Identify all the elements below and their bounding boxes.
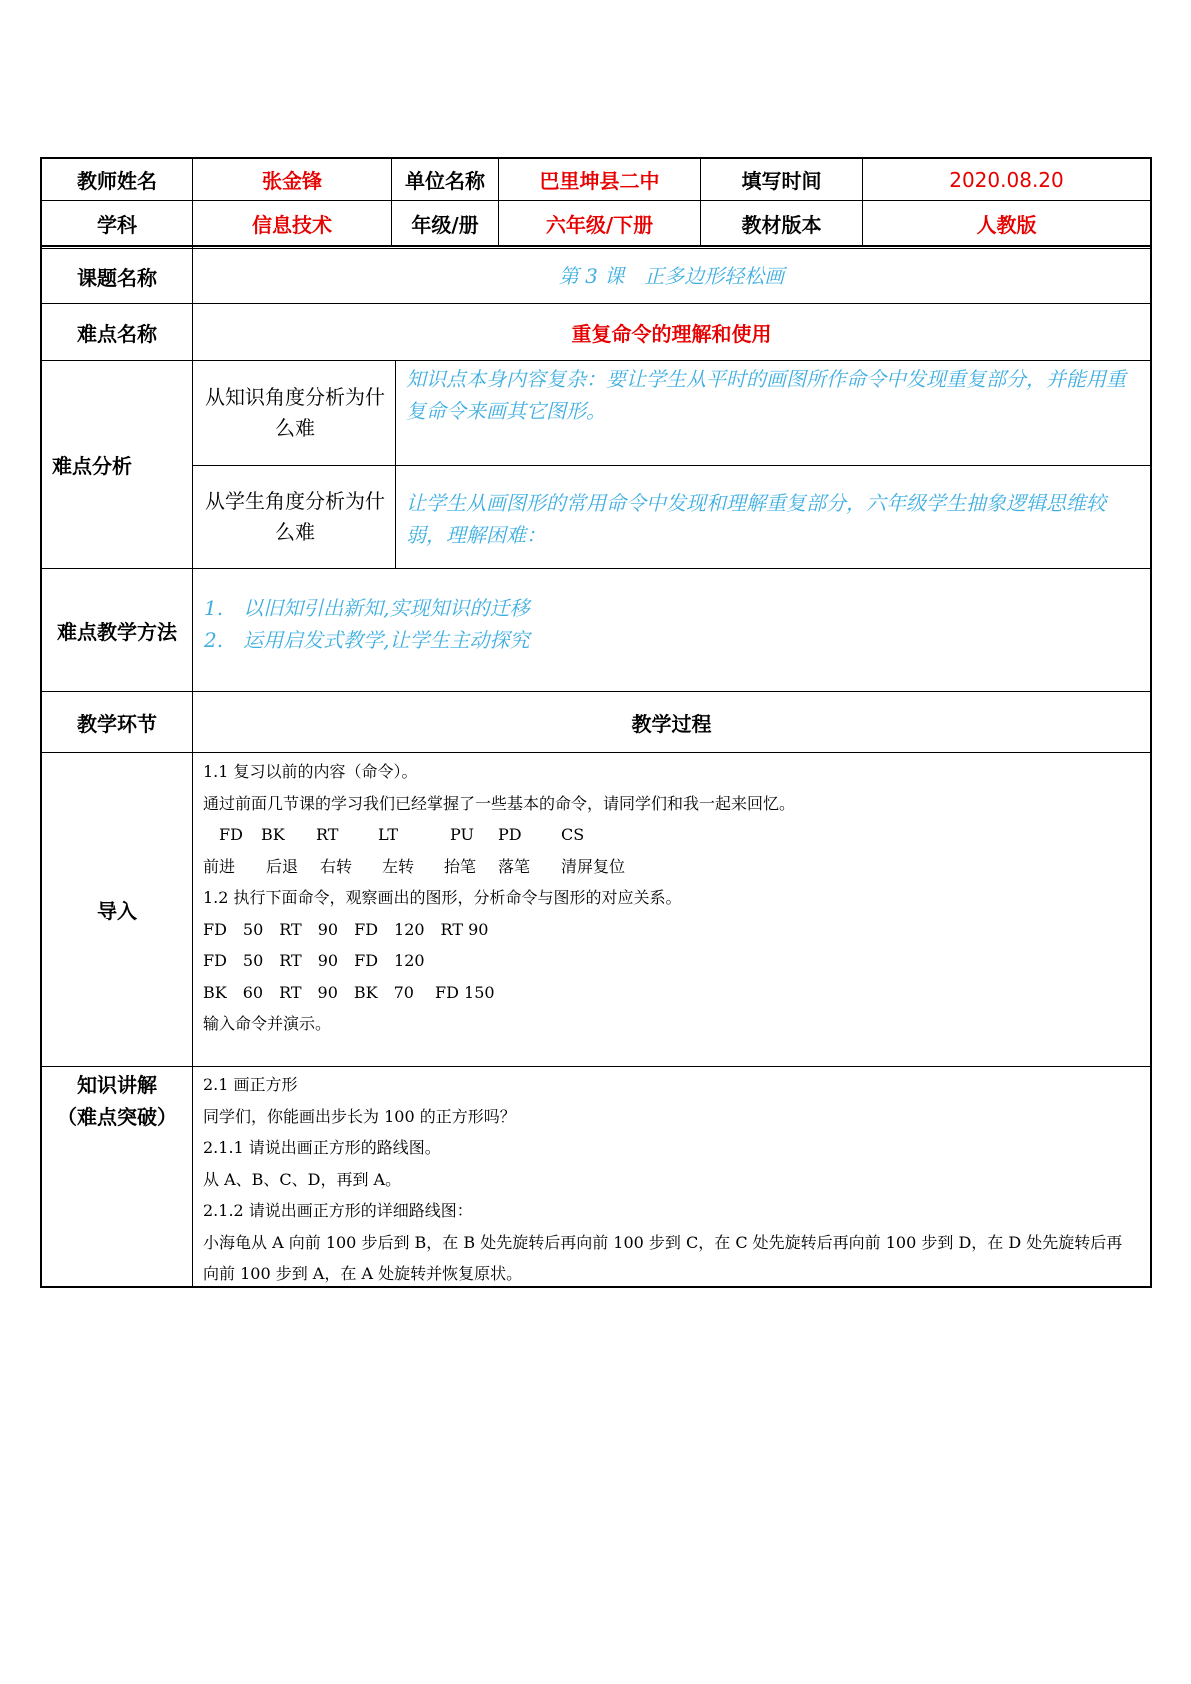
meaning-row xyxy=(203,851,1148,883)
stage-header: 教学环节 xyxy=(77,711,157,736)
topic-value: 第 3 课 正多边形轻松画 xyxy=(558,264,785,288)
command-row xyxy=(203,819,1148,851)
knowledge-label xyxy=(42,1069,192,1139)
command-example: BK 60 RT 90 BK 70 FD 150 xyxy=(203,982,495,1002)
fill-date: 2020.08.20 xyxy=(949,167,1064,192)
command-example: FD 50 RT 90 FD 120 RT 90 xyxy=(203,919,489,939)
unit-label: 单位名称 xyxy=(405,169,485,193)
command-meaning: 左转 xyxy=(382,856,415,876)
command-meaning: 清屏复位 xyxy=(561,856,626,876)
teacher-name: 张金锋 xyxy=(262,169,322,193)
method-list xyxy=(204,592,1144,662)
knowledge-line: 向前 100 步到 A，在 A 处旋转并恢复原状。 xyxy=(203,1264,523,1283)
knowledge-line: 从 A、B、C、D，再到 A。 xyxy=(203,1169,402,1189)
command: BK xyxy=(261,825,285,844)
edition-label: 教材版本 xyxy=(741,212,822,237)
method-label: 难点教学方法 xyxy=(57,619,177,644)
grade-value: 六年级/下册 xyxy=(545,212,654,237)
command-meaning: 后退 xyxy=(266,856,299,876)
grade-label: 年级/册 xyxy=(411,212,479,237)
edition-value: 人教版 xyxy=(976,212,1037,237)
student-angle-label: 从学生角度分析为什么难 xyxy=(205,489,385,544)
knowledge-line: 2.1.2 请说出画正方形的详细路线图： xyxy=(203,1201,473,1220)
topic-label: 课题名称 xyxy=(77,265,157,290)
student-angle-text: 让学生从画图形的常用命令中发现和理解重复部分，六年级学生抽象逻辑思维较弱，理解困难： xyxy=(406,491,1106,547)
teacher-label: 教师姓名 xyxy=(77,169,157,193)
date-label: 填写时间 xyxy=(741,169,822,193)
unit-name: 巴里坤县二中 xyxy=(539,169,660,193)
method-item: 1. 以旧知引出新知,实现知识的迁移 xyxy=(204,596,530,620)
knowledge-line: 小海龟从 A 向前 100 步后到 B，在 B 处先旋转后再向前 100 步到 C，在 C 处先旋转后再向前 100 步到 D，在 D 处先旋转后再 xyxy=(203,1232,1123,1252)
intro-content xyxy=(203,756,1148,1064)
knowledge-content xyxy=(203,1069,1148,1285)
command: PD xyxy=(498,825,522,844)
command: CS xyxy=(561,825,585,844)
difficulty-label: 难点名称 xyxy=(77,321,157,346)
command: PU xyxy=(450,825,474,844)
knowledge-angle-label: 从知识角度分析为什么难 xyxy=(205,385,385,440)
analysis-label: 难点分析 xyxy=(52,454,132,478)
method-item: 2. 运用启发式教学,让学生主动探究 xyxy=(204,628,530,652)
command-meaning: 抬笔 xyxy=(444,856,477,876)
command-example: FD 50 RT 90 FD 120 xyxy=(203,951,425,970)
command: LT xyxy=(378,825,398,844)
knowledge-label-line: （难点突破） xyxy=(57,1105,177,1129)
process-header: 教学过程 xyxy=(631,711,712,736)
subject-label: 学科 xyxy=(97,212,137,237)
intro-line: 输入命令并演示。 xyxy=(203,1014,332,1033)
knowledge-line: 同学们，你能画出步长为 100 的正方形吗？ xyxy=(203,1106,516,1126)
command-meaning: 前进 xyxy=(203,856,236,876)
command-meaning: 右转 xyxy=(320,856,353,876)
command: RT xyxy=(316,825,339,844)
intro-line: 1.2 执行下面命令，观察画出的图形，分析命令与图形的对应关系。 xyxy=(203,888,682,907)
knowledge-line: 2.1 画正方形 xyxy=(203,1075,298,1094)
knowledge-angle-text: 知识点本身内容复杂：要让学生从平时的画图所作命令中发现重复部分，并能用重复命令来画其它图形。 xyxy=(406,367,1126,423)
knowledge-line: 2.1.1 请说出画正方形的路线图。 xyxy=(203,1138,441,1157)
intro-line: 通过前面几节课的学习我们已经掌握了一些基本的命令，请同学们和我一起来回忆。 xyxy=(203,793,796,813)
intro-label: 导入 xyxy=(97,899,137,923)
intro-line: 1.1 复习以前的内容（命令）。 xyxy=(203,762,418,781)
knowledge-label-line: 知识讲解 xyxy=(77,1073,157,1097)
subject-value: 信息技术 xyxy=(252,212,332,237)
command: FD xyxy=(219,825,243,844)
command-meaning: 落笔 xyxy=(498,856,531,876)
difficulty-value: 重复命令的理解和使用 xyxy=(571,321,772,346)
